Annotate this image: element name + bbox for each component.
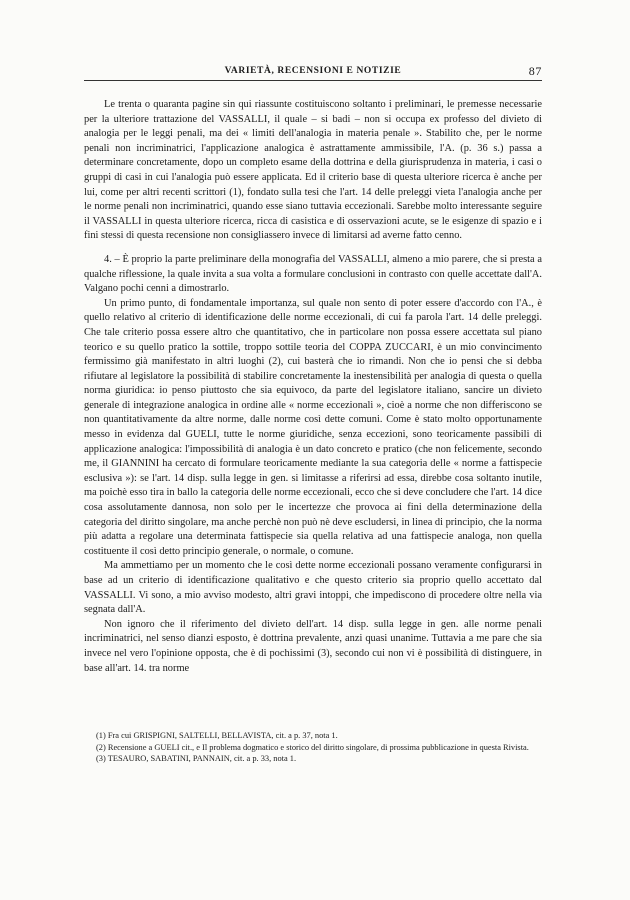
- paragraph-4: Ma ammettiamo per un momento che le così dette norme eccezionali possano veramente configurarsi in base ad un criterio di identificazione qualitativo e che questo criterio sia proprio quello accettato dal VASSALLI. Vi sono, a mio avviso modesto, altri gravi intoppi, che impediscono di procedere oltre nella via segnata dall'A.: [84, 560, 542, 616]
- header-title: VARIETÀ, RECENSIONI E NOTIZIE: [224, 66, 402, 76]
- footnote-3: (3) TESAURO, SABATINI, PANNAIN, cit. a p. 33, nota 1.: [96, 754, 297, 764]
- paragraph-3: Un primo punto, di fondamentale importanza, sul quale non sento di poter essere d'accordo con l'A., è quello relativo al criterio di identificazione delle norme eccezionali, di cui fa parola l'art. 14 delle preleggi. Che tale criterio possa essere altro che quantitativo, che in particolare non possa essere accettata sul piano teorico e su quello pratico la sottile, troppo sottile teoria del COPPA ZUCCARI, è un mio convincimento fermissimo già manifestato in altri luoghi (2), cui basterà che io rimandi. Non che io pensi che si debba rifiutare al legislatore la possibilità di stabilire concretamente la inestensibilità per analogia di questa o quella norma giuridica: io penso piuttosto che sia equivoco, da parte del legislatore italiano, sancire un divieto generale di integrazione analogica in ordine alle « norme eccezionali », cioè a norme che non differiscono se non quantitativamente da altre norme, dalle norme così dette comuni. Come è stato molto opportunamente messo in evidenza dal GUELI, tutte le norme giuridiche, senza eccezioni, sono teoricamente passibili di applicazione analogica: l'impossibilità di analogia è un dato concreto e pratico (che non felicemente, secondo me, il GIANNINI ha cercato di formulare teoricamente mediante la sua categoria delle « norme a fattispecie esclusiva »): se l'art. 14 disp. sulla legge in gen. si limitasse a riferirsi ad essa, direbbe cosa soltanto inutile, ma poichè esso tira in ballo la categoria delle norme eccezionali, ecco che si deve concludere che l'art. 14 dice cosa assolutamente dannosa, non solo per le incertezze che provoca ai fini della determinazione della categoria del diritto singolare, ma anche perchè non può nè deve escludersi, in linea di principio, che la norma più adatta a regolare una determinata fattispecie sia quella relativa ad una fattispecie analoga, non quella costituente il così detto principio generale, o normale, o comune.: [84, 297, 542, 557]
- paragraph-5: Non ignoro che il riferimento del divieto dell'art. 14 disp. sulla legge in gen. alle norme penali incriminatrici, nel senso dianzi esposto, è dottrina prevalente, anzi quasi unanime. Tuttavia a me pare che sia invece nel vero l'opinione opposta, che è di pochissimi (3), secondo cui non vi è possibilità di distinguere, in base all'art. 14. tra norme: [84, 618, 542, 674]
- footnote-2: (2) Recensione a GUELI cit., e Il problema dogmatico e storico del diritto singolare, di prossima pubblicazione in questa Rivista.: [96, 742, 529, 752]
- running-header: [84, 64, 542, 81]
- footnotes: [84, 730, 542, 765]
- footnote-1: (1) Fra cui GRISPIGNI, SALTELLI, BELLAVISTA, cit. a p. 37, nota 1.: [96, 731, 338, 740]
- body-text: [84, 98, 542, 676]
- paragraph-2: 4. – È proprio la parte preliminare della monografia del VASSALLI, almeno a mio parere, che si presta a qualche riflessione, la quale invita a sua volta a formulare conclusioni in contrasto con quelle accettate dall'A. Valgano pochi cenni a dimostrarlo.: [84, 253, 542, 295]
- paragraph-1: Le trenta o quaranta pagine sin qui riassunte costituiscono soltanto i preliminari, le premesse necessarie per la ulteriore trattazione del VASSALLI, il quale – si badi – non si occupa ex professo del divieto di analogia per le leggi penali, ma dei « limiti dell'analogia in materia penale ». Stabilito che, per le norme penali non incriminatrici, l'applicazione analogica è astrattamente ammissibile, l'A. (p. 36 s.) passa a determinare concretamente, dopo un completo esame della dottrina e della giurisprudenza in materia, i casi o gruppi di casi in cui l'analogia può essere applicata. Ed il criterio base di questa ulteriore ricerca è anche per lui, come per altri recenti scrittori (1), fondato sulla tesi che l'art. 14 delle preleggi vieta l'analogia anche per le norme penali non incriminatrici, quando esse siano tuttavia eccezionali. Sarebbe molto interessante seguire il VASSALLI in questa ulteriore ricerca, ricca di casistica e di osservazioni acute, se le esigenze di spazio e i fini stessi di questa recensione non consigliassero invece di limitarsi ad averne fatto cenno.: [84, 99, 542, 242]
- page-number: 87: [528, 64, 542, 78]
